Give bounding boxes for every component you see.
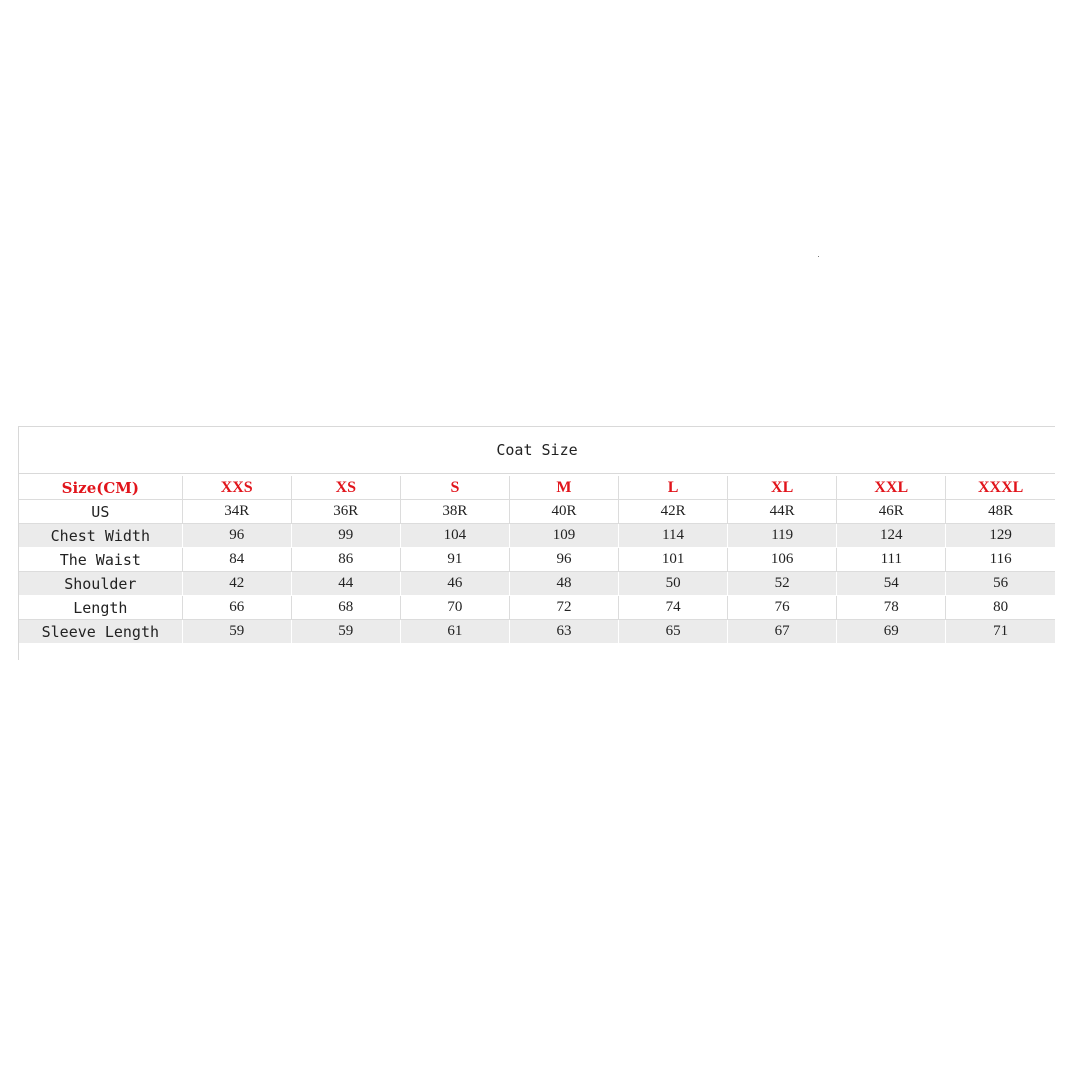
table-cell: 99 — [291, 524, 400, 548]
table-cell: 59 — [291, 620, 400, 644]
table-cell: 109 — [509, 524, 618, 548]
size-table — [19, 476, 1055, 644]
table-cell: 38R — [400, 500, 509, 524]
size-header-xs: XS — [291, 476, 400, 500]
table-cell: 129 — [946, 524, 1055, 548]
size-header-m: M — [509, 476, 618, 500]
table-cell: 40R — [509, 500, 618, 524]
table-cell: 67 — [728, 620, 837, 644]
table-cell: 84 — [182, 548, 291, 572]
table-cell: 78 — [837, 596, 946, 620]
table-cell: 96 — [182, 524, 291, 548]
size-header-s: S — [400, 476, 509, 500]
table-row-sleeve-length — [19, 620, 1055, 644]
size-header-l: L — [619, 476, 728, 500]
table-cell: 46R — [837, 500, 946, 524]
table-cell: 111 — [837, 548, 946, 572]
table-cell: 48 — [509, 572, 618, 596]
table-cell: 71 — [946, 620, 1055, 644]
stray-dot — [818, 256, 819, 257]
table-cell: 72 — [509, 596, 618, 620]
table-cell: 96 — [509, 548, 618, 572]
table-cell: 104 — [400, 524, 509, 548]
table-cell: 91 — [400, 548, 509, 572]
table-cell: 114 — [619, 524, 728, 548]
size-header-xxxl: XXXL — [946, 476, 1055, 500]
table-cell: 46 — [400, 572, 509, 596]
header-row — [19, 476, 1055, 500]
table-cell: 42R — [619, 500, 728, 524]
table-cell: 59 — [182, 620, 291, 644]
table-cell: 61 — [400, 620, 509, 644]
row-label: Chest Width — [19, 524, 182, 548]
size-header-xxs: XXS — [182, 476, 291, 500]
table-row-us — [19, 500, 1055, 524]
table-cell: 70 — [400, 596, 509, 620]
table-cell: 48R — [946, 500, 1055, 524]
table-cell: 69 — [837, 620, 946, 644]
coat-size-chart — [18, 426, 1055, 660]
table-cell: 74 — [619, 596, 728, 620]
table-row-shoulder — [19, 572, 1055, 596]
table-cell: 119 — [728, 524, 837, 548]
table-cell: 106 — [728, 548, 837, 572]
table-cell: 68 — [291, 596, 400, 620]
table-cell: 56 — [946, 572, 1055, 596]
row-label: Length — [19, 596, 182, 620]
header-label: Size(CM) — [19, 476, 182, 500]
table-cell: 36R — [291, 500, 400, 524]
table-cell: 86 — [291, 548, 400, 572]
table-cell: 76 — [728, 596, 837, 620]
table-cell: 54 — [837, 572, 946, 596]
table-cell: 44 — [291, 572, 400, 596]
table-cell: 63 — [509, 620, 618, 644]
table-cell: 65 — [619, 620, 728, 644]
table-cell: 101 — [619, 548, 728, 572]
table-row-chest-width — [19, 524, 1055, 548]
table-row-the-waist — [19, 548, 1055, 572]
row-label: US — [19, 500, 182, 524]
table-cell: 66 — [182, 596, 291, 620]
table-cell: 42 — [182, 572, 291, 596]
size-header-xxl: XXL — [837, 476, 946, 500]
table-cell: 44R — [728, 500, 837, 524]
row-label: The Waist — [19, 548, 182, 572]
table-cell: 124 — [837, 524, 946, 548]
table-cell: 116 — [946, 548, 1055, 572]
size-header-xl: XL — [728, 476, 837, 500]
row-label: Sleeve Length — [19, 620, 182, 644]
table-cell: 80 — [946, 596, 1055, 620]
table-title: Coat Size — [19, 426, 1055, 474]
table-cell: 34R — [182, 500, 291, 524]
table-row-length — [19, 596, 1055, 620]
table-cell: 50 — [619, 572, 728, 596]
table-cell: 52 — [728, 572, 837, 596]
row-label: Shoulder — [19, 572, 182, 596]
